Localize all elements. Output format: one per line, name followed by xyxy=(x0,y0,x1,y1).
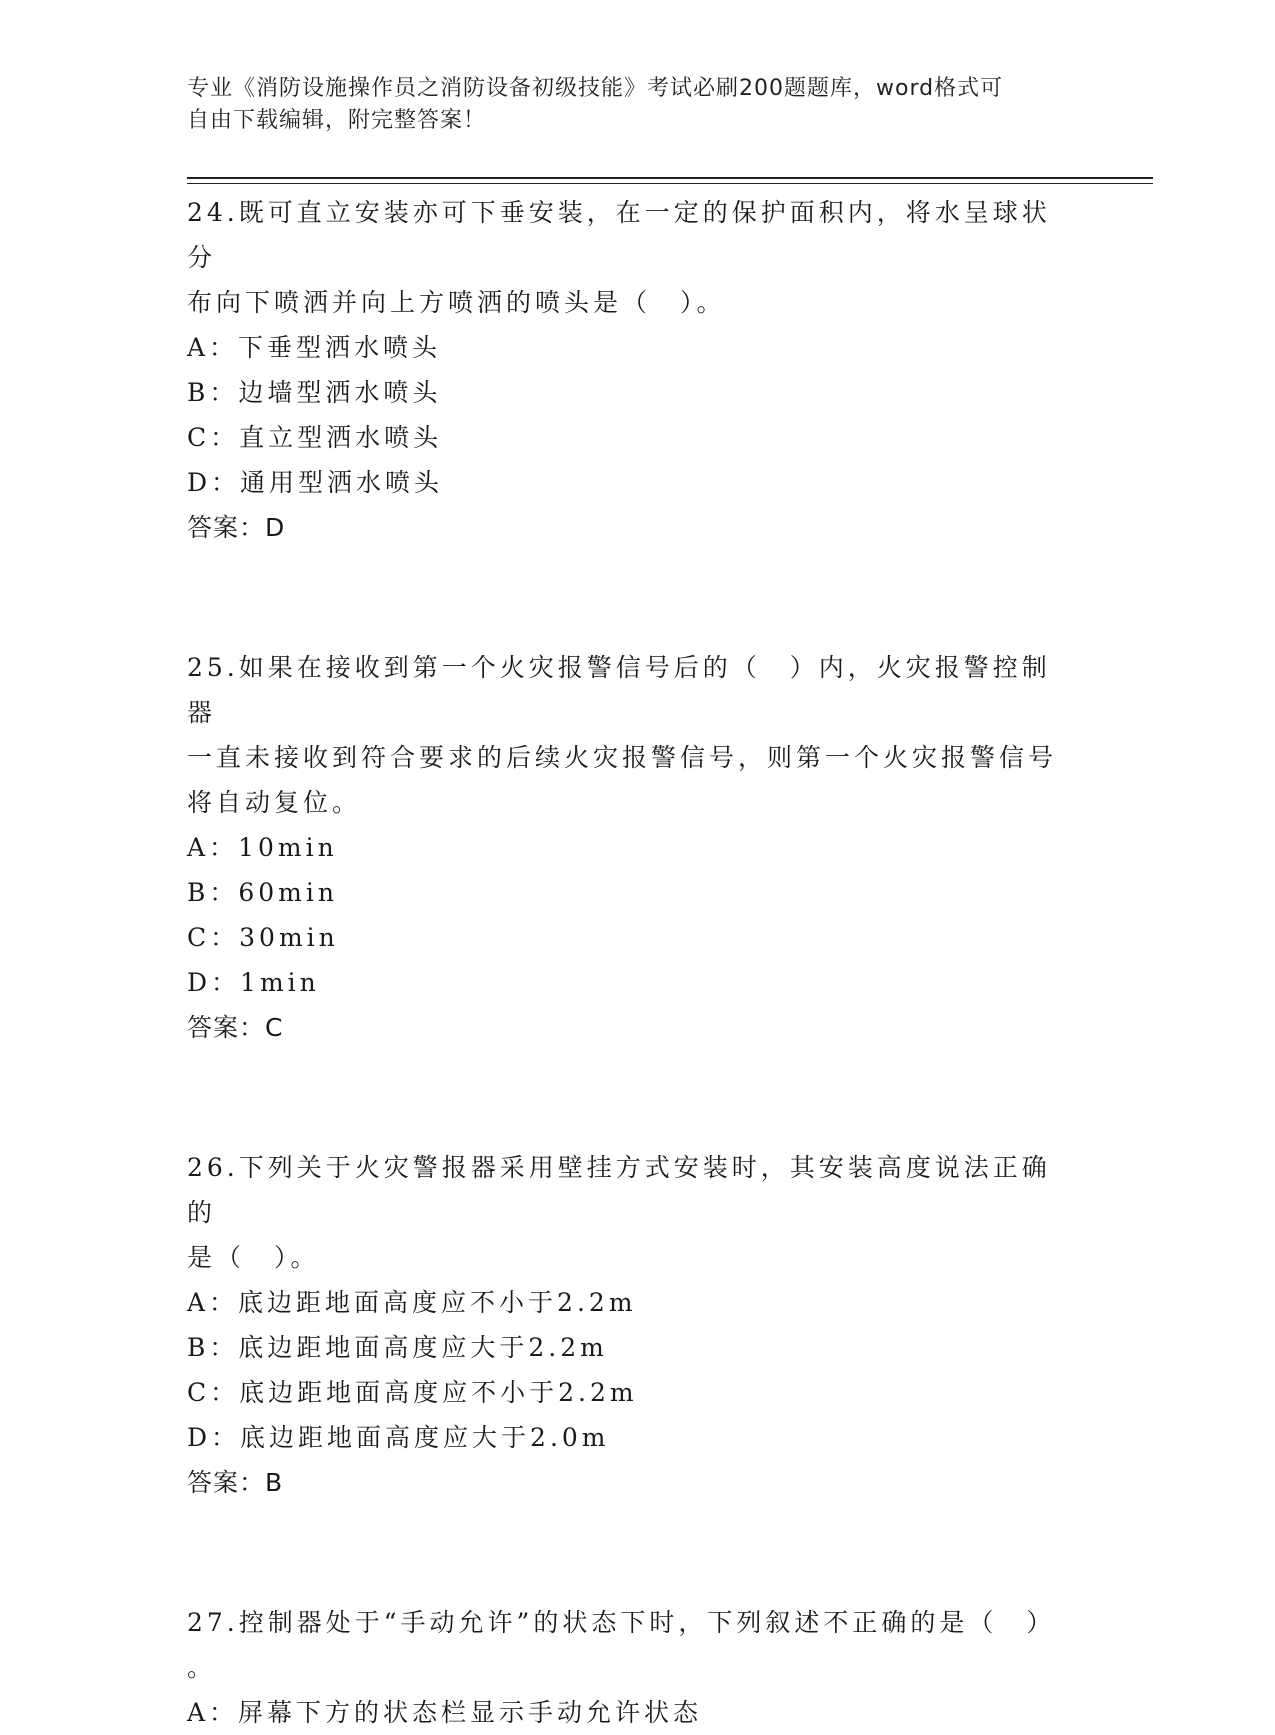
document-header xyxy=(187,73,1067,137)
answer-label: 答案： xyxy=(187,1013,266,1042)
option-c: C：底边距地面高度应不小于2.2m xyxy=(187,1378,638,1407)
question-26 xyxy=(187,1145,1077,1505)
option-a: A：屏幕下方的状态栏显示手动允许状态 xyxy=(187,1698,703,1727)
answer-value: B xyxy=(265,1468,284,1497)
option-d: D：1min xyxy=(187,968,320,997)
answer xyxy=(187,1005,1077,1050)
header-divider-thin xyxy=(187,183,1153,184)
question-stem-line: 是（ ）。 xyxy=(187,1243,320,1272)
answer-label: 答案： xyxy=(187,513,266,542)
header-line-2: 自由下载编辑，附完整答案！ xyxy=(187,108,487,133)
question-list xyxy=(187,190,1077,1735)
question-stem-line: 24.既可直立安装亦可下垂安装，在一定的保护面积内，将水呈球状分 xyxy=(187,198,1051,272)
answer-label: 答案： xyxy=(187,1468,266,1497)
answer-value: C xyxy=(265,1013,284,1042)
question-stem-line: 25.如果在接收到第一个火灾报警信号后的（ ）内，火灾报警控制器 xyxy=(187,653,1051,727)
header-divider-thick xyxy=(187,177,1153,179)
option-b: B：边墙型洒水喷头 xyxy=(187,378,442,407)
option-b: B：60min xyxy=(187,878,338,907)
question-stem-line: 将自动复位。 xyxy=(187,788,362,817)
option-a: A：10min xyxy=(187,833,338,862)
option-d: D：底边距地面高度应大于2.0m xyxy=(187,1423,610,1452)
option-c: C：直立型洒水喷头 xyxy=(187,423,443,452)
question-stem-line: 27.控制器处于“手动允许”的状态下时，下列叙述不正确的是（ ） xyxy=(187,1608,1056,1637)
question-stem-line: 。 xyxy=(187,1653,217,1682)
option-a: A：下垂型洒水喷头 xyxy=(187,333,442,362)
answer xyxy=(187,1460,1077,1505)
question-25 xyxy=(187,645,1077,1050)
option-b: B：底边距地面高度应大于2.2m xyxy=(187,1333,608,1362)
option-c: C：30min xyxy=(187,923,339,952)
option-a: A：底边距地面高度应不小于2.2m xyxy=(187,1288,637,1317)
question-stem-line: 布向下喷洒并向上方喷洒的喷头是（ ）。 xyxy=(187,288,726,317)
answer-value: D xyxy=(265,513,286,542)
question-stem-line: 一直未接收到符合要求的后续火灾报警信号，则第一个火灾报警信号 xyxy=(187,743,1058,772)
question-27 xyxy=(187,1600,1077,1735)
question-24 xyxy=(187,190,1077,550)
answer xyxy=(187,505,1077,550)
question-stem-line: 26.下列关于火灾警报器采用壁挂方式安装时，其安装高度说法正确的 xyxy=(187,1153,1051,1227)
header-line-1: 专业《消防设施操作员之消防设备初级技能》考试必刷200题题库，word格式可 xyxy=(187,76,1004,101)
option-d: D：通用型洒水喷头 xyxy=(187,468,444,497)
